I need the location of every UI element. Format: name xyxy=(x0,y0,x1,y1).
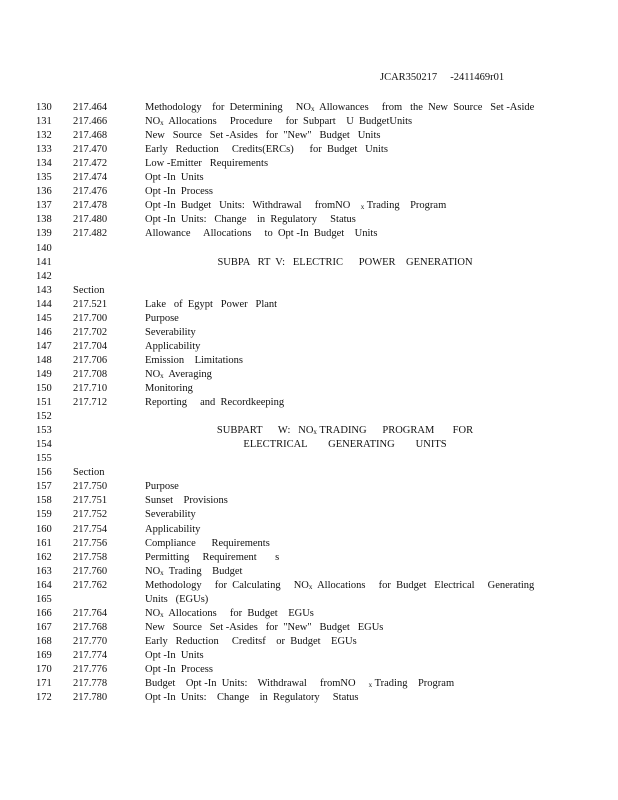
line-number: 155 xyxy=(36,453,52,465)
section-title xyxy=(145,565,242,580)
section-number: 217.470 xyxy=(73,144,108,156)
section-title-text: Opt -In Process xyxy=(145,664,213,675)
line-number: 140 xyxy=(36,242,52,254)
section-title-text: Opt -In Units: Change in Regulatory Status xyxy=(145,692,359,704)
subpart-heading xyxy=(145,438,545,452)
line-number: 149 xyxy=(36,368,52,380)
section-title-text: Emission Limitations xyxy=(145,354,244,366)
listing-line xyxy=(0,270,618,284)
section-title-continued: Trading Budget xyxy=(163,565,243,577)
line-number: 167 xyxy=(36,621,52,633)
listing-line xyxy=(0,227,618,241)
section-number: 217.466 xyxy=(73,116,108,128)
listing-line xyxy=(0,494,618,508)
section-number: 217.712 xyxy=(73,397,108,409)
section-number: 217.758 xyxy=(73,551,108,563)
section-title-text: NO xyxy=(145,116,161,128)
subpart-heading-text: SUBPA RT V: ELECTRIC POWER GENERATION xyxy=(217,256,473,268)
section-title xyxy=(145,129,380,143)
section-number: 217.752 xyxy=(73,509,108,521)
section-title-continued: Allocations Procedure for Subpart U BudgetUnits xyxy=(163,116,413,128)
listing-line xyxy=(0,242,618,256)
section-title xyxy=(145,157,268,171)
listing-line xyxy=(0,298,618,312)
listing-line xyxy=(0,115,618,129)
listing-line xyxy=(0,551,618,565)
section-number: 217.478 xyxy=(73,200,108,212)
listing-line xyxy=(0,410,618,424)
section-number: 217.474 xyxy=(73,172,108,184)
section-title xyxy=(145,537,270,551)
document-id-header: JCAR350217 -2411469r01 xyxy=(380,72,505,83)
section-title-text: NO xyxy=(145,607,161,619)
section-number: 217.764 xyxy=(73,607,108,619)
listing-line xyxy=(0,382,618,396)
listing-line xyxy=(0,452,618,466)
listing-line xyxy=(0,396,618,410)
subpart-heading-text: SUBPART W: NO xyxy=(216,425,314,437)
line-number: 139 xyxy=(36,228,52,240)
section-title xyxy=(145,593,208,607)
section-title-text: Opt -In Units xyxy=(145,172,204,184)
line-number: 166 xyxy=(36,607,52,619)
listing-line xyxy=(0,663,618,677)
section-title-text: Allowance Allocations to Opt -In Budget Units xyxy=(145,228,378,240)
section-title xyxy=(145,607,314,622)
line-number: 130 xyxy=(36,102,52,113)
section-title xyxy=(145,213,356,227)
section-title-continued: Allocations for Budget EGUs xyxy=(163,607,314,619)
section-number: 217.776 xyxy=(73,664,108,675)
section-title-text: Severability xyxy=(145,326,196,338)
section-title-text: Permitting Requirement s xyxy=(145,551,280,563)
section-number: 217.482 xyxy=(73,228,108,240)
section-title-text: Purpose xyxy=(145,312,179,324)
line-number: 164 xyxy=(36,579,52,591)
listing-line xyxy=(0,143,618,157)
line-number: 151 xyxy=(36,397,52,409)
line-number: 141 xyxy=(36,256,52,268)
listing-line xyxy=(0,621,618,635)
subpart-heading xyxy=(145,424,545,439)
section-title xyxy=(145,312,179,326)
section-title xyxy=(145,691,358,705)
line-number: 146 xyxy=(36,326,52,338)
line-number: 165 xyxy=(36,593,52,605)
listing-line xyxy=(0,537,618,551)
section-title-text: Early Reduction Creditsf or Budget EGUs xyxy=(145,635,357,647)
section-title-text: Methodology for Calculating NO xyxy=(145,579,309,591)
section-title-text: Compliance Requirements xyxy=(145,537,270,549)
listing-line xyxy=(0,101,618,115)
section-title-text: Budget Opt -In Units: Withdrawal fromNO xyxy=(145,678,369,690)
subscript: x xyxy=(160,371,164,380)
line-number: 171 xyxy=(36,678,52,690)
section-number: 217.754 xyxy=(73,523,108,535)
section-title xyxy=(145,677,454,692)
listing-line xyxy=(0,256,618,270)
section-title-text: Lake of Egypt Power Plant xyxy=(145,298,278,310)
section-number: 217.704 xyxy=(73,340,108,352)
section-title-text: Applicability xyxy=(145,523,201,535)
section-title xyxy=(145,523,200,537)
section-title-text: New Source Set -Asides for "New" Budget Units xyxy=(145,130,381,142)
line-number: 163 xyxy=(36,565,52,577)
line-number: 152 xyxy=(36,411,52,423)
subscript: x xyxy=(160,568,164,577)
line-number: 148 xyxy=(36,354,52,366)
listing-line xyxy=(0,607,618,621)
section-number: 217.756 xyxy=(73,537,108,549)
section-title-text: Opt -In Process xyxy=(145,186,213,198)
listing-line xyxy=(0,340,618,354)
line-number: 147 xyxy=(36,340,52,352)
section-title xyxy=(145,171,204,185)
listing-line xyxy=(0,677,618,691)
section-title-text: Early Reduction Credits(ERCs) for Budget Units xyxy=(145,144,388,156)
listing-line xyxy=(0,438,618,452)
listing-line xyxy=(0,284,618,298)
section-number: Section xyxy=(73,284,105,296)
line-number: 150 xyxy=(36,383,52,394)
section-number: 217.468 xyxy=(73,130,108,142)
section-title xyxy=(145,579,534,594)
section-title xyxy=(145,354,243,368)
section-number: 217.476 xyxy=(73,186,108,198)
subpart-heading-continued: TRADING PROGRAM FOR xyxy=(316,425,474,437)
section-title xyxy=(145,227,377,241)
listing-line xyxy=(0,579,618,593)
section-title-text: Opt -In Budget Units: Withdrawal fromNO xyxy=(145,200,361,212)
section-title xyxy=(145,551,279,565)
line-number: 137 xyxy=(36,200,52,212)
section-number: 217.760 xyxy=(73,565,108,577)
subscript: x xyxy=(360,203,365,212)
section-title-text: Units (EGUs) xyxy=(145,593,209,605)
listing-line xyxy=(0,635,618,649)
section-title xyxy=(145,382,193,396)
listing-line xyxy=(0,171,618,185)
section-number: 217.706 xyxy=(73,354,108,366)
line-number: 136 xyxy=(36,186,52,198)
section-number: 217.751 xyxy=(73,495,108,507)
line-number: 134 xyxy=(36,158,52,170)
section-title xyxy=(145,649,204,663)
section-number: 217.702 xyxy=(73,326,108,338)
section-title xyxy=(145,199,446,214)
section-number: 217.780 xyxy=(73,692,108,704)
section-title xyxy=(145,115,412,130)
line-number: 144 xyxy=(36,298,52,310)
section-title-text: Opt -In Units: Change in Regulatory Status xyxy=(145,214,356,226)
listing-line xyxy=(0,368,618,382)
section-title-text: Monitoring xyxy=(145,383,193,394)
section-title xyxy=(145,480,179,494)
listing-line xyxy=(0,424,618,438)
section-title xyxy=(145,621,383,635)
section-number: 217.750 xyxy=(73,481,108,493)
line-number: 154 xyxy=(36,439,52,451)
section-title xyxy=(145,143,388,157)
line-number: 161 xyxy=(36,537,52,549)
subscript: x xyxy=(313,428,317,437)
line-number: 138 xyxy=(36,214,52,226)
listing-line xyxy=(0,129,618,143)
section-title xyxy=(145,185,213,199)
listing-line xyxy=(0,480,618,494)
line-number: 143 xyxy=(36,284,52,296)
section-title xyxy=(145,663,213,677)
line-number: 158 xyxy=(36,495,52,507)
subscript: x xyxy=(308,582,313,591)
section-title-text: NO xyxy=(145,565,161,577)
line-number: 162 xyxy=(36,551,52,563)
section-title-text: Sunset Provisions xyxy=(145,495,228,507)
section-title-continued: Allowances from the New Source Set -Aside xyxy=(314,102,535,113)
section-number: 217.770 xyxy=(73,635,108,647)
section-number: 217.710 xyxy=(73,383,108,394)
section-number: 217.768 xyxy=(73,621,108,633)
section-title-text: Methodology for Determining NO xyxy=(145,102,311,113)
section-title-text: Opt -In Units xyxy=(145,649,204,661)
listing-line xyxy=(0,691,618,705)
section-title xyxy=(145,368,212,383)
subscript: x xyxy=(310,105,315,113)
section-number: 217.700 xyxy=(73,312,108,324)
section-number: 217.774 xyxy=(73,649,108,661)
subscript: x xyxy=(160,119,164,128)
listing-line xyxy=(0,185,618,199)
section-title xyxy=(145,494,228,508)
subscript: x xyxy=(160,610,164,619)
section-number: 217.778 xyxy=(73,678,108,690)
section-title-text: Low -Emitter Requirements xyxy=(145,158,269,170)
section-title-text: Severability xyxy=(145,509,196,521)
section-title xyxy=(145,326,196,340)
section-title-text: Reporting and Recordkeeping xyxy=(145,397,285,409)
line-number: 131 xyxy=(36,116,52,128)
listing-line xyxy=(0,157,618,171)
listing-line xyxy=(0,354,618,368)
section-title xyxy=(145,298,277,312)
line-number: 133 xyxy=(36,144,52,156)
section-number: 217.708 xyxy=(73,368,108,380)
section-title xyxy=(145,101,534,116)
line-number: 172 xyxy=(36,692,52,704)
section-title xyxy=(145,396,284,410)
line-number: 156 xyxy=(36,467,52,479)
section-number: 217.480 xyxy=(73,214,108,226)
section-title-continued: Trading Program xyxy=(364,200,447,212)
section-title-text: Purpose xyxy=(145,481,179,493)
line-number: 135 xyxy=(36,172,52,184)
line-number: 132 xyxy=(36,130,52,142)
subpart-heading-text: ELECTRICAL GENERATING UNITS xyxy=(243,439,447,451)
line-number: 142 xyxy=(36,270,52,282)
subpart-heading xyxy=(145,256,545,270)
line-number: 168 xyxy=(36,635,52,647)
section-title xyxy=(145,508,196,522)
section-title-continued: Averaging xyxy=(163,368,212,380)
line-number: 160 xyxy=(36,523,52,535)
section-number: 217.472 xyxy=(73,158,108,170)
listing-line xyxy=(0,593,618,607)
listing-line xyxy=(0,466,618,480)
section-title-text: NO xyxy=(145,368,161,380)
section-title xyxy=(145,340,200,354)
listing-line xyxy=(0,523,618,537)
line-number: 157 xyxy=(36,481,52,493)
section-title-continued: Allocations for Budget Electrical Generating xyxy=(312,579,535,591)
section-title-text: New Source Set -Asides for "New" Budget EGUs xyxy=(145,621,384,633)
section-number: Section xyxy=(73,467,105,479)
section-title xyxy=(145,635,357,649)
listing-line xyxy=(0,508,618,522)
section-number: 217.762 xyxy=(73,579,108,591)
listing-line xyxy=(0,565,618,579)
subscript: x xyxy=(368,681,373,690)
listing-line xyxy=(0,649,618,663)
listing-line xyxy=(0,312,618,326)
line-number: 169 xyxy=(36,649,52,661)
line-number: 153 xyxy=(36,425,52,437)
section-number: 217.464 xyxy=(73,102,108,113)
line-number: 159 xyxy=(36,509,52,521)
line-number: 170 xyxy=(36,664,52,675)
line-number: 145 xyxy=(36,312,52,324)
section-title-continued: Trading Program xyxy=(372,678,455,690)
listing-line xyxy=(0,326,618,340)
listing-line xyxy=(0,199,618,213)
section-number: 217.521 xyxy=(73,298,108,310)
section-title-text: Applicability xyxy=(145,340,201,352)
listing-line xyxy=(0,213,618,227)
